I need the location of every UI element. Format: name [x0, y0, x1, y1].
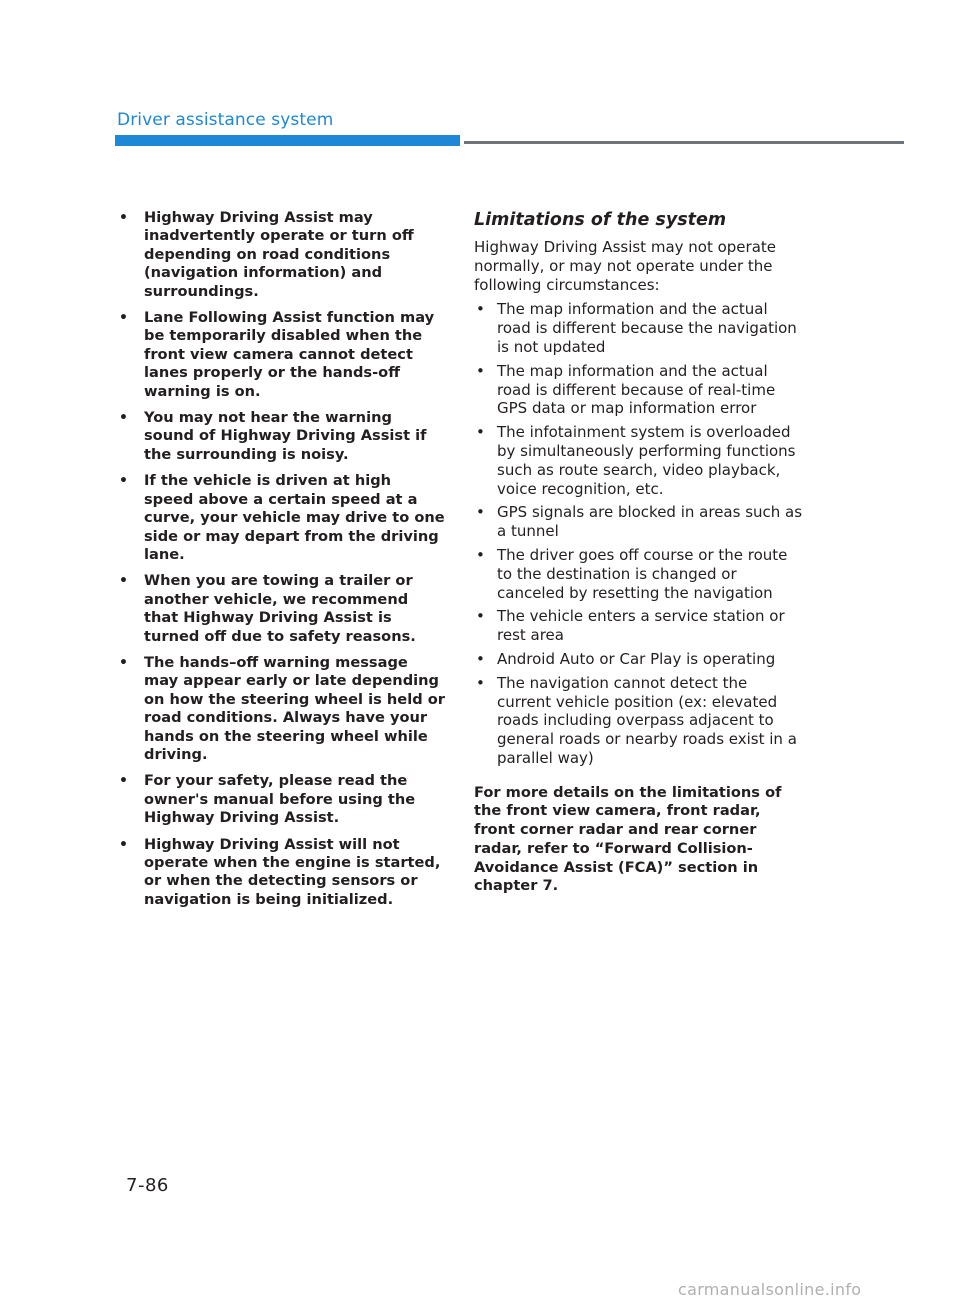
list-item — [115, 772, 445, 827]
bullet-icon: • — [476, 545, 485, 564]
list-item — [474, 650, 804, 669]
bullet-icon: • — [476, 361, 485, 380]
right-column — [474, 209, 804, 896]
watermark: carmanualsonline.info — [678, 1280, 862, 1299]
list-item — [474, 607, 804, 645]
left-column — [115, 209, 445, 917]
list-item-text: The map information and the actual road is different because the navigation is not updated — [497, 300, 797, 356]
limitations-intro: Highway Driving Assist may not operate normally, or may not operate under the following circumstances: — [474, 238, 777, 294]
section-title: Driver assistance system — [117, 110, 334, 130]
list-item — [474, 423, 804, 498]
list-item-text: Android Auto or Car Play is operating — [497, 649, 776, 668]
list-item — [115, 472, 445, 564]
bullet-icon: • — [119, 210, 128, 226]
bullet-icon: • — [476, 503, 485, 522]
list-item-text: You may not hear the warning sound of Highway Driving Assist if the surrounding is noisy. — [144, 409, 427, 463]
header-rule — [464, 141, 904, 144]
bullet-icon: • — [476, 673, 485, 692]
more-details-note: For more details on the limitations of the front view camera, front radar, front corner radar and rear corner radar, refer to “Forward Collision-Avoidance Assist (FCA)” section in chapter 7. — [474, 783, 782, 895]
bullet-icon: • — [119, 410, 128, 427]
bullet-icon: • — [476, 423, 485, 442]
bullet-icon: • — [119, 573, 128, 590]
list-item-text: Highway Driving Assist will not operate when the engine is started, or when the detecting sensors or navigation is being initialized. — [144, 835, 441, 908]
list-item — [474, 674, 804, 768]
list-item-text: The infotainment system is overloaded by simultaneously performing functions such as route search, video playback, voice recognition, etc. — [497, 423, 796, 498]
bullet-icon: • — [476, 649, 485, 668]
list-item-text: When you are towing a trailer or another vehicle, we recommend that Highway Driving Assist is turned off due to safety reasons. — [144, 572, 416, 645]
bullet-icon: • — [119, 473, 128, 490]
list-item — [115, 209, 445, 301]
bullet-icon: • — [119, 836, 128, 853]
list-item-text: The navigation cannot detect the current vehicle position (ex: elevated roads including overpass adjacent to general roads or nearby roads exist in a parallel way) — [497, 673, 797, 767]
page-number: 7-86 — [126, 1175, 169, 1196]
list-item-text: The hands–off warning message may appear early or late depending on how the steering wheel is held or road conditions. Always have your hands on the steering wheel while driving. — [144, 653, 445, 763]
list-item — [474, 546, 804, 602]
list-item — [474, 300, 804, 356]
caution-list — [115, 209, 445, 909]
list-item-text: The map information and the actual road is different because of real-time GPS data or map information error — [497, 361, 776, 418]
list-item — [115, 654, 445, 764]
bullet-icon: • — [119, 654, 128, 671]
bullet-icon: • — [476, 300, 485, 319]
list-item — [474, 503, 804, 541]
bullet-icon: • — [476, 607, 485, 626]
limitations-heading: Limitations of the system — [474, 210, 727, 230]
list-item-text: The vehicle enters a service station or rest area — [497, 607, 785, 645]
bullet-icon: • — [119, 773, 128, 790]
limitations-list — [474, 300, 804, 767]
list-item-text: If the vehicle is driven at high speed above a certain speed at a curve, your vehicle may drive to one side or may depart from the driving lane. — [144, 472, 445, 563]
bullet-icon: • — [119, 310, 128, 327]
list-item-text: GPS signals are blocked in areas such as a tunnel — [497, 503, 803, 541]
list-item-text: The driver goes off course or the route to the destination is changed or canceled by resetting the navigation — [497, 545, 788, 602]
list-item-text: Highway Driving Assist may inadvertently operate or turn off depending on road conditions (navigation information) and surroundings. — [144, 209, 414, 300]
list-item-text: For your safety, please read the owner's manual before using the Highway Driving Assist. — [144, 772, 416, 827]
list-item-text: Lane Following Assist function may be temporarily disabled when the front view camera cannot detect lanes properly or the hands-off warning is on. — [144, 309, 435, 400]
list-item — [474, 362, 804, 418]
header-rule-accent — [115, 135, 460, 146]
list-item — [115, 309, 445, 401]
list-item — [115, 572, 445, 646]
list-item — [115, 409, 445, 464]
list-item — [115, 836, 445, 910]
